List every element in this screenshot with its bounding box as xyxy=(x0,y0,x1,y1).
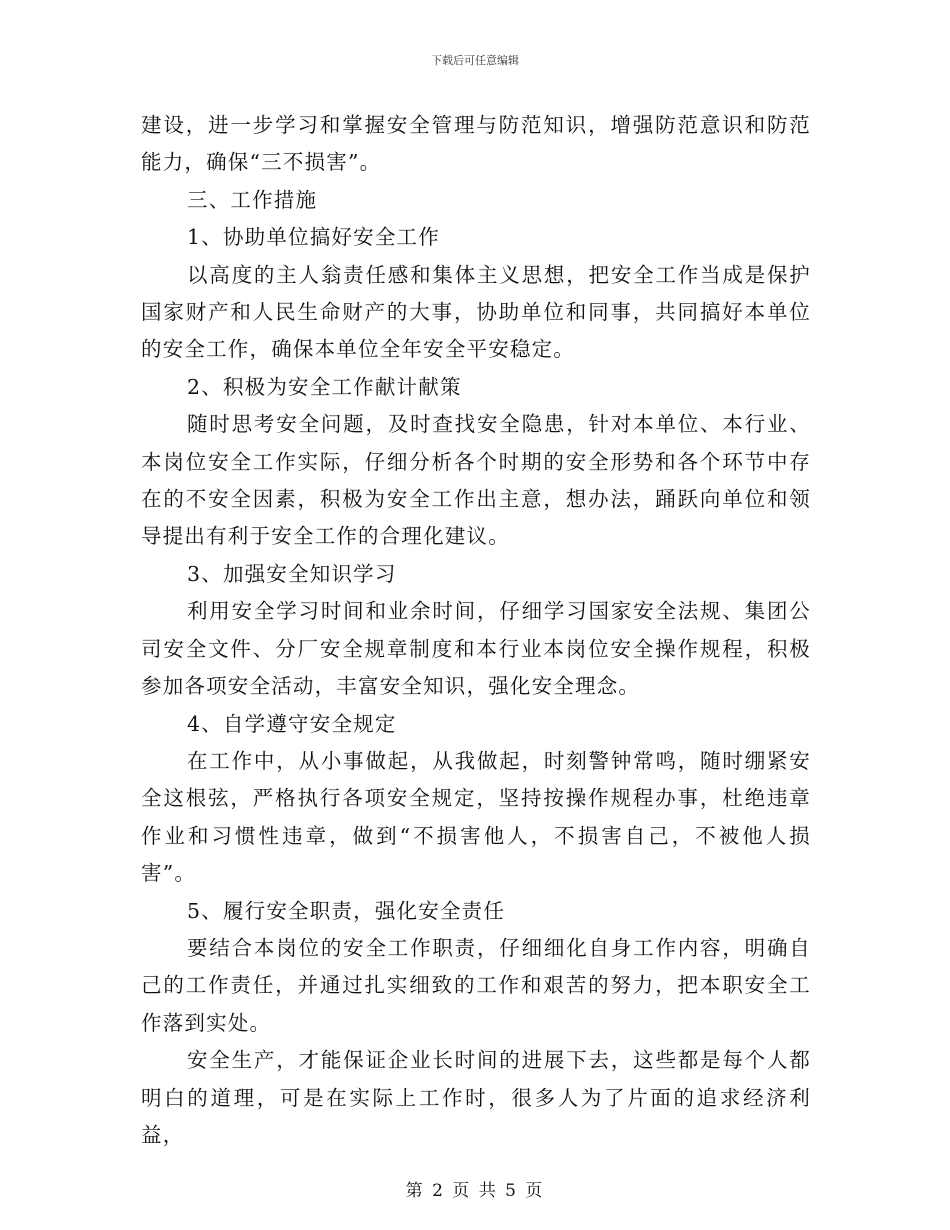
page-footer-page-number: 第 2 页 共 5 页 xyxy=(405,1181,545,1201)
subheading-5: 5、履行安全职责，强化安全责任 xyxy=(187,898,506,923)
page-header: 下载后可任意编辑 xyxy=(431,54,519,67)
paragraph-4: 利用安全学习时间和业余时间，仔细学习国家安全法规、集团公司安全文件、分厂安全规章制度和本行业本岗位安全操作规程，积极参加各项安全活动，丰富安全知识，强化安全理念。 xyxy=(141,599,811,699)
paragraph-6: 要结合本岗位的安全工作职责，仔细细化自身工作内容，明确自己的工作责任，并通过扎实细致的工作和艰苦的努力，把本职安全工作落到实处。 xyxy=(141,935,811,1035)
subheading-1: 1、协助单位搞好安全工作 xyxy=(187,225,440,250)
subheading-2: 2、积极为安全工作献计献策 xyxy=(187,374,462,399)
subheading-3: 3、加强安全知识学习 xyxy=(187,561,397,586)
paragraph-7: 安全生产，才能保证企业长时间的进展下去，这些都是每个人都明白的道理，可是在实际上工作时，很多人为了片面的追求经济利益， xyxy=(141,1048,811,1147)
paragraph-3: 随时思考安全问题，及时查找安全隐患，针对本单位、本行业、本岗位安全工作实际，仔细分析各个时期的安全形势和各个环节中存在的不安全因素，积极为安全工作出主意，想办法，踊跃向单位和领导提出有利于安全工作的合理化建议。 xyxy=(141,412,811,549)
paragraph-1: 建设，进一步学习和掌握安全管理与防范知识，增强防范意识和防范能力，确保“三不损害”。 xyxy=(141,113,811,175)
paragraph-5: 在工作中，从小事做起，从我做起，时刻警钟常鸣，随时绷紧安全这根弦，严格执行各项安全规定，坚持按操作规程办事，杜绝违章作业和习惯性违章，做到“不损害他人，不损害自己，不被他人损害”。 xyxy=(141,748,811,886)
document-body xyxy=(141,107,811,1154)
section-heading-measures: 三、工作措施 xyxy=(187,187,318,212)
paragraph-2: 以高度的主人翁责任感和集体主义思想，把安全工作当成是保护国家财产和人民生命财产的大事，协助单位和同事，共同搞好本单位的安全工作，确保本单位全年安全平安稳定。 xyxy=(141,262,811,362)
subheading-4: 4、自学遵守安全规定 xyxy=(187,711,397,736)
